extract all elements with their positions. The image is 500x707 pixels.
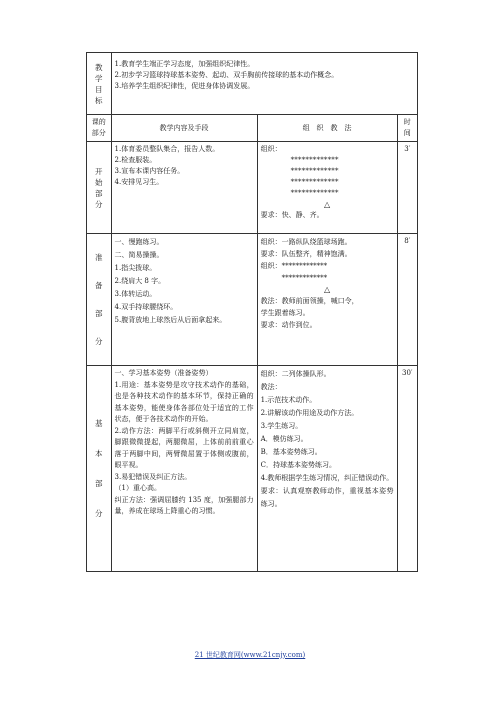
content-line: 1.指尖拨球。 — [114, 264, 157, 272]
method-line: 教法：教师前面领操，喊口令， — [260, 297, 359, 305]
method-line: 要求：快、静、齐。 — [260, 211, 324, 219]
content-line: 2.绕肩大 8 字。 — [114, 277, 166, 285]
method-line: 学生跟着练习。 — [260, 309, 310, 317]
teacher-triangle-icon: △ — [323, 285, 331, 294]
content-paragraph: （1）重心高。 — [114, 484, 161, 492]
header-row — [87, 115, 418, 142]
method-line: 4.教师根据学生练习情况，纠正错误动作。 — [260, 474, 394, 482]
method-line: 组织：************* — [260, 262, 328, 270]
section-label-char: 部 — [95, 188, 103, 198]
section-main-label — [87, 366, 112, 572]
header-part: 课的部分 — [87, 115, 112, 142]
method-line: 教法： — [260, 383, 282, 391]
goals-text — [111, 53, 417, 115]
content-line: 2.检查服装。 — [114, 156, 157, 164]
section-prep-method — [257, 234, 397, 366]
goals-label-char: 学 — [95, 73, 103, 83]
content-paragraph: 1.用途：基本姿势是攻守技术动作的基础，也是各种技术动作的基本环节，保持正确的基本姿势，能使身体各部位处于适宜的工作状态，便于各技术动作的开始。 — [114, 380, 254, 423]
goal-item: 1.教育学生端正学习态度，加强组织纪律性。 — [114, 60, 255, 68]
section-label-char: 分 — [95, 199, 103, 209]
method-line: 3.学生练习。 — [260, 422, 303, 430]
section-label-char: 开 — [95, 166, 103, 176]
content-paragraph: 3.易犯错误及纠正方法。 — [114, 472, 192, 481]
section-prep-time: 8′ — [397, 234, 417, 366]
section-main-time: 30′ — [397, 366, 417, 572]
section-prep-row — [87, 234, 418, 366]
content-line: 4.双手持球腰绕环。 — [114, 303, 178, 311]
content-line: 3.体转运动。 — [114, 290, 157, 298]
method-line: A．模仿练习。 — [260, 435, 308, 443]
goals-label-char: 目 — [95, 84, 103, 94]
section-label-char: 本 — [95, 448, 103, 458]
section-start-row — [87, 142, 418, 234]
method-line: 组织：一路纵队绕篮球场跑。 — [260, 238, 352, 246]
header-content: 教学内容及手段 — [111, 115, 257, 142]
content-paragraph: 纠正方法：强调屈膝约 135 度，加强腿部力量，养成在球场上降重心的习惯。 — [114, 495, 254, 515]
method-line: 要求：动作到位。 — [260, 321, 317, 329]
method-line: C．持球基本姿势练习。 — [260, 461, 336, 469]
goals-label-char: 教 — [95, 62, 103, 72]
section-label-char: 始 — [95, 177, 103, 187]
goal-item: 3.培养学生组织纪律性，促进身体协调发展。 — [114, 82, 255, 90]
method-line: 1.示范技术动作。 — [260, 396, 317, 404]
goals-label-char: 标 — [95, 95, 103, 105]
goals-row — [87, 53, 418, 115]
header-time-char: 时 — [403, 118, 411, 126]
method-line: ************* — [260, 274, 328, 282]
formation-stars: ************* — [290, 156, 339, 164]
teacher-triangle-icon: △ — [323, 200, 331, 209]
section-start-label — [87, 142, 112, 234]
goals-label — [87, 53, 112, 115]
content-paragraph: 2.动作方法：两脚平行或斜侧开立同肩宽，脚跟微微提起，两腿微屈，上体前前前重心落于两脚中间，两臂微屈置于体侧或腹前，眼平视。 — [114, 426, 254, 469]
content-line: 一、慢跑练习。 — [114, 238, 164, 246]
header-time — [397, 115, 417, 142]
header-method: 组 织 教 法 — [257, 115, 397, 142]
lesson-plan-table — [86, 52, 418, 572]
section-start-content — [111, 142, 257, 234]
content-line: 二、简易操操。 — [114, 251, 164, 259]
section-main-method — [257, 366, 397, 572]
content-line: 1.体育委员整队集合，报告人数。 — [114, 145, 220, 153]
section-prep-content — [111, 234, 257, 366]
method-line: 要求：认真观察教师动作，重视基本姿势练习。 — [260, 487, 394, 508]
content-line: 4.安排见习生。 — [114, 178, 164, 186]
content-line: 5.腹背放地上球然后从后面拿起来。 — [114, 316, 227, 324]
formation-stars: ************* — [290, 167, 339, 175]
goal-item: 2.初步学习篮球持球基本姿势、起动、双手胸前传接球的基本动作概念。 — [114, 71, 339, 79]
section-start-method — [257, 142, 397, 234]
section-label-char: 基 — [95, 418, 103, 428]
content-line: 一、学习基本姿势（准备姿势） — [114, 369, 213, 377]
section-main-content — [111, 366, 257, 572]
formation-stars: ************* — [290, 189, 339, 197]
method-line: 组织： — [260, 145, 282, 153]
section-label-char: 部 — [95, 478, 103, 488]
header-time-char: 间 — [403, 129, 411, 137]
method-line: 2.讲解该动作用途及动作方法。 — [260, 409, 359, 417]
section-label-char: 分 — [95, 336, 103, 346]
method-line: 要求：队伍整齐，精神饱满。 — [260, 250, 352, 258]
footer-link[interactable]: 21 世纪教育网(www.21cnjy.com) — [194, 651, 306, 659]
section-prep-label — [87, 234, 112, 366]
content-line: 3.宣布本课内容任务。 — [114, 167, 185, 175]
method-line: B．基本姿势练习。 — [260, 448, 322, 456]
method-line: 组织：二列体操队形。 — [260, 370, 331, 378]
section-label-char: 准 — [95, 252, 103, 262]
section-main-row — [87, 366, 418, 572]
formation-stars: ************* — [290, 178, 339, 186]
section-label-char: 部 — [95, 308, 103, 318]
section-start-time: 3′ — [397, 142, 417, 234]
section-label-char: 分 — [95, 508, 103, 518]
section-label-char: 备 — [95, 280, 103, 290]
